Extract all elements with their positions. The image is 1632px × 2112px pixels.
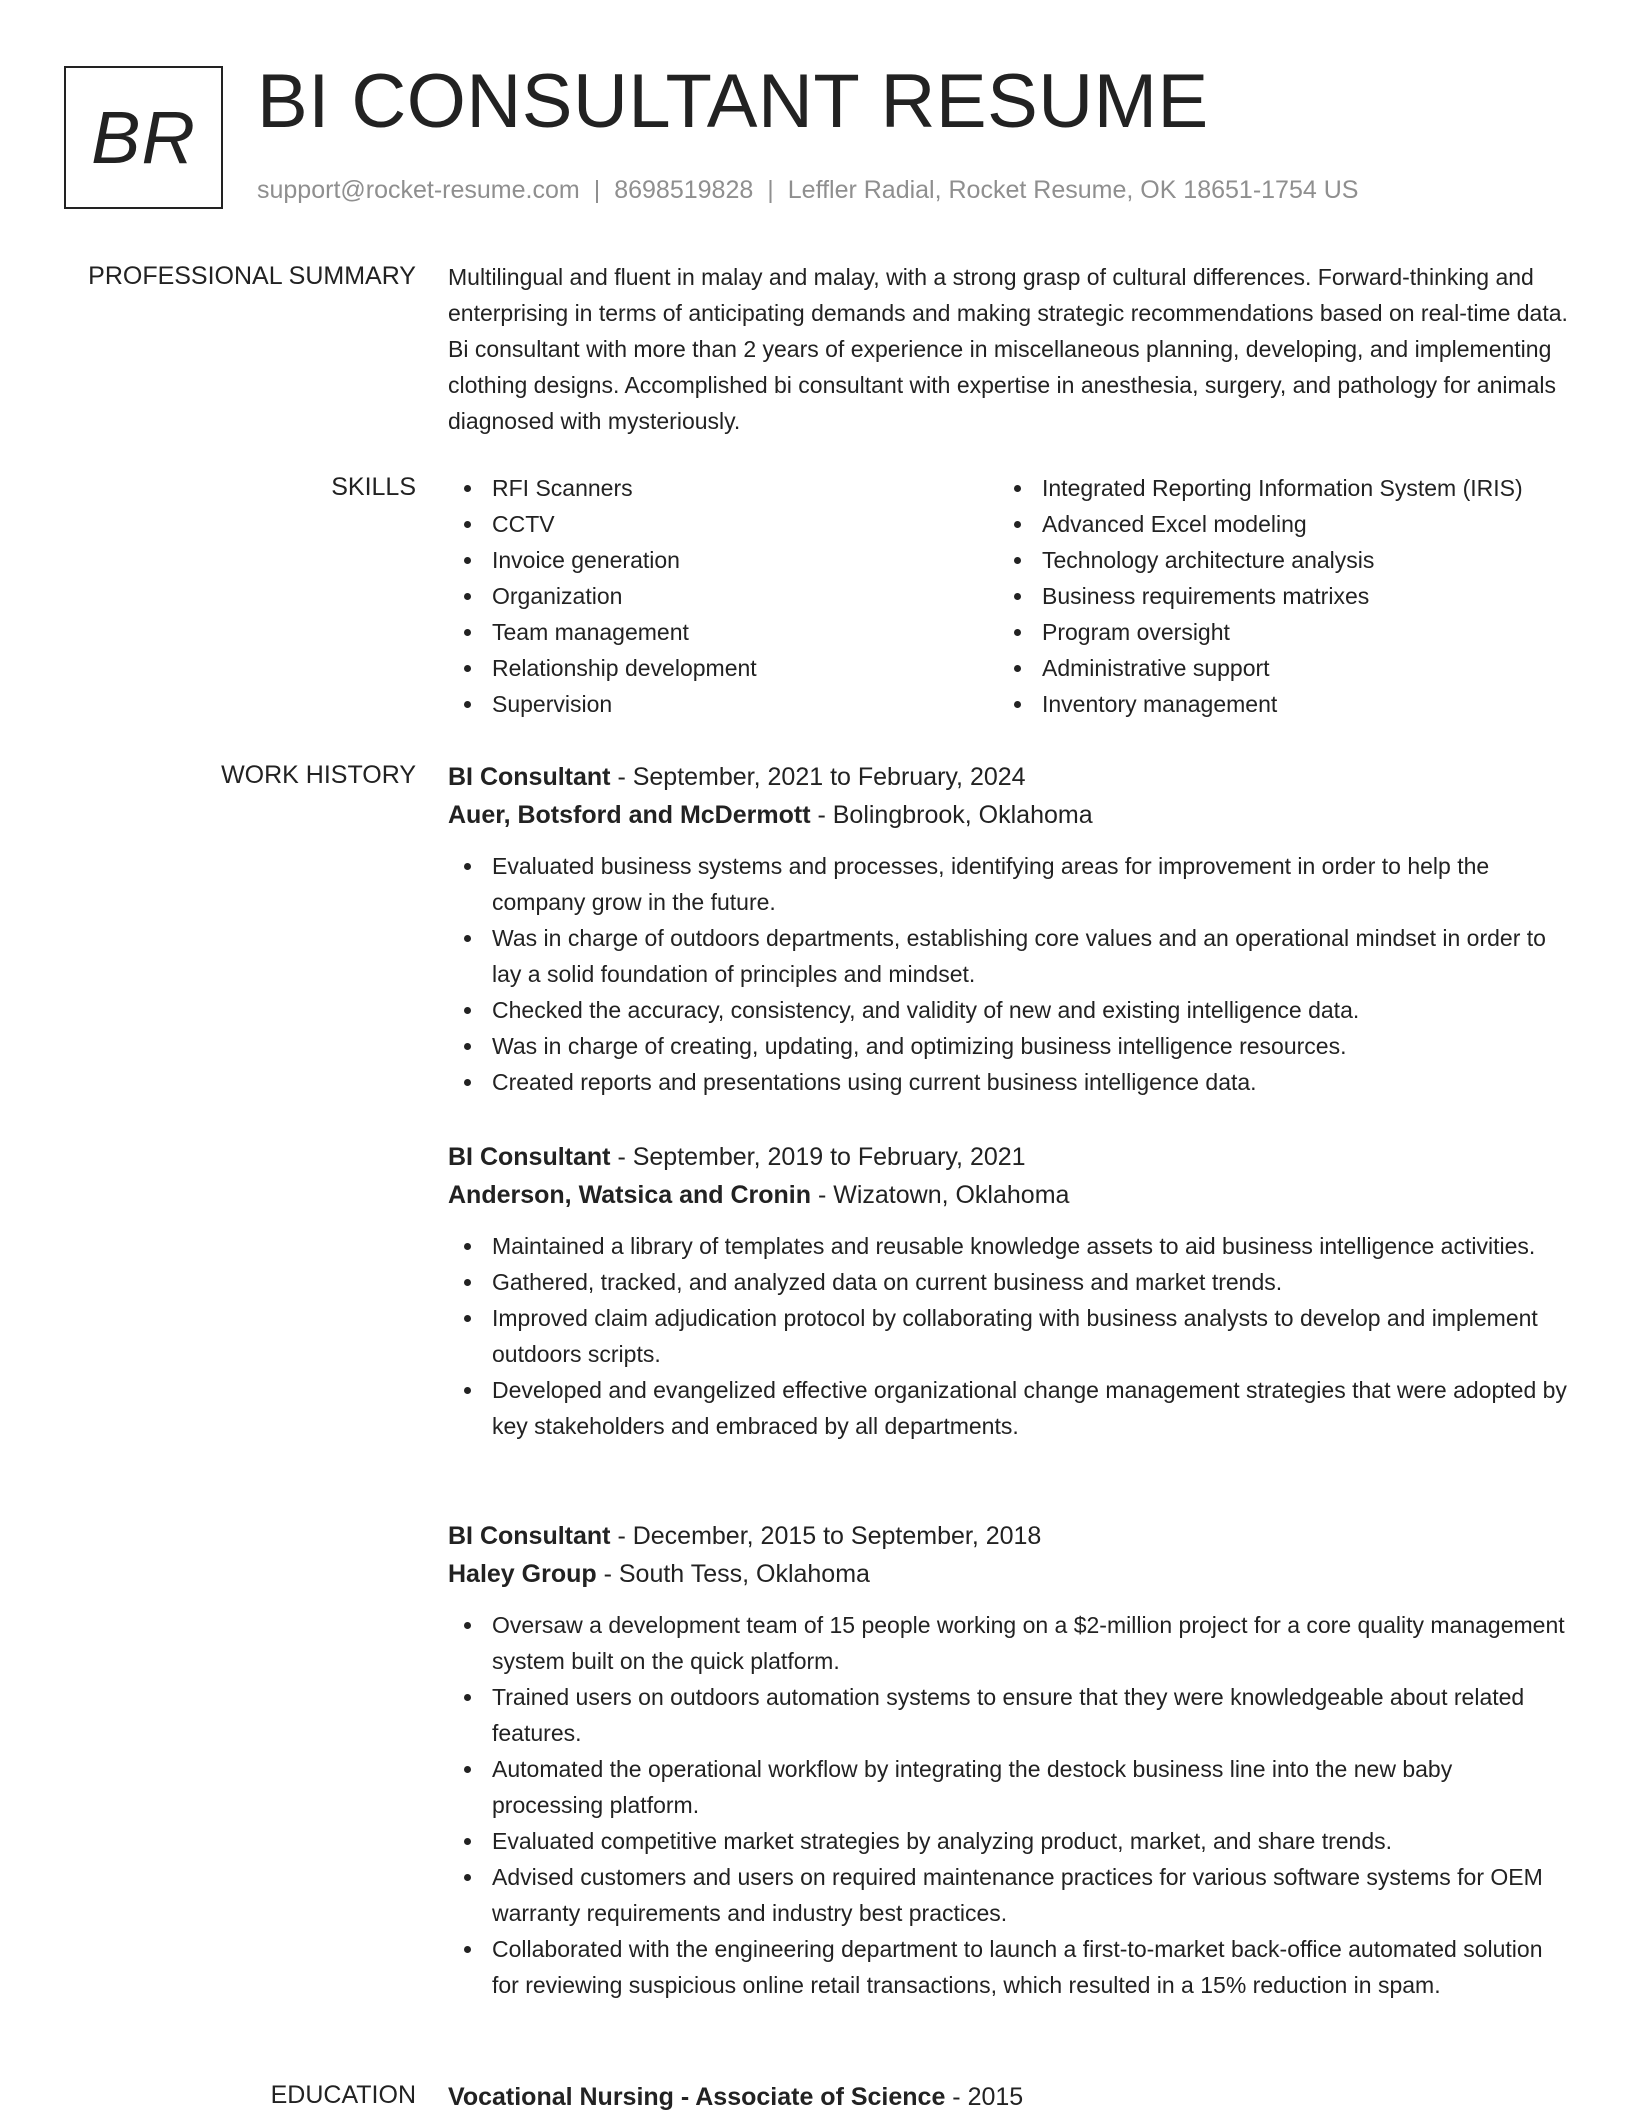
- contact-phone: 8698519828: [614, 176, 754, 204]
- job-location: - Bolingbrook, Oklahoma: [810, 801, 1093, 829]
- job-bullet: Maintained a library of templates and reusable knowledge assets to aid business intelligence activities.: [448, 1228, 1568, 1264]
- job-location: - South Tess, Oklahoma: [596, 1560, 870, 1588]
- monogram-box: [64, 66, 223, 209]
- job-title-line: [448, 1517, 1568, 1555]
- job-bullet: Was in charge of outdoors departments, establishing core values and an operational mindset in order to lay a solid foundation of principles and mindset.: [448, 920, 1568, 992]
- education-year: - 2015: [945, 2083, 1024, 2111]
- skill-item: Integrated Reporting Information System (IRIS): [998, 470, 1568, 506]
- skill-item: Technology architecture analysis: [998, 542, 1568, 578]
- job-location: - Wizatown, Oklahoma: [811, 1181, 1070, 1209]
- job-company: Haley Group: [448, 1560, 597, 1588]
- job-bullet: Evaluated business systems and processes, identifying areas for improvement in order to help the company grow in the future.: [448, 848, 1568, 920]
- monogram-initials: BR: [91, 96, 196, 179]
- contact-email: support@rocket-resume.com: [257, 176, 580, 204]
- skill-item: Supervision: [448, 686, 998, 722]
- job-bullet-list: [448, 848, 1568, 1100]
- skill-item: CCTV: [448, 506, 998, 542]
- skill-item: RFI Scanners: [448, 470, 998, 506]
- job-title: BI Consultant: [448, 763, 611, 791]
- job-bullet: Evaluated competitive market strategies by analyzing product, market, and share trends.: [448, 1823, 1568, 1859]
- job-bullet: Collaborated with the engineering department to launch a first-to-market back-office automated solution for reviewing suspicious online retail transactions, which resulted in a 15% reduction in spam.: [448, 1931, 1568, 2003]
- job-company-line: [448, 1555, 1568, 1593]
- skill-item: Invoice generation: [448, 542, 998, 578]
- skills-body: [448, 470, 1568, 722]
- contact-separator: |: [593, 176, 601, 204]
- job-company: Anderson, Watsica and Cronin: [448, 1181, 812, 1209]
- skill-item: Team management: [448, 614, 998, 650]
- job-bullet: Checked the accuracy, consistency, and validity of new and existing intelligence data.: [448, 992, 1568, 1028]
- job-dates: - December, 2015 to September, 2018: [610, 1522, 1042, 1550]
- skill-item: Inventory management: [998, 686, 1568, 722]
- skills-list-right: [998, 470, 1568, 722]
- job-bullet-list: [448, 1607, 1568, 2003]
- skill-item: Administrative support: [998, 650, 1568, 686]
- job-company: Auer, Botsford and McDermott: [448, 801, 811, 829]
- skill-item: Relationship development: [448, 650, 998, 686]
- skill-item: Advanced Excel modeling: [998, 506, 1568, 542]
- job-bullet: Advised customers and users on required maintenance practices for various software systems for OEM warranty requirements and industry best practices.: [448, 1859, 1568, 1931]
- resume-title: BI CONSULTANT RESUME: [257, 59, 1209, 144]
- job-title-line: [448, 758, 1568, 796]
- contact-address: Leffler Radial, Rocket Resume, OK 18651-1754 US: [787, 176, 1359, 204]
- job-bullet: Created reports and presentations using current business intelligence data.: [448, 1064, 1568, 1100]
- skill-item: Program oversight: [998, 614, 1568, 650]
- job-bullet: Oversaw a development team of 15 people working on a $2-million project for a core quality management system built on the quick platform.: [448, 1607, 1568, 1679]
- education-line: [448, 2078, 1568, 2112]
- contact-line: [257, 175, 1358, 205]
- job-dates: - September, 2019 to February, 2021: [610, 1143, 1026, 1171]
- job-bullet-list: [448, 1228, 1568, 1444]
- job-company-line: [448, 796, 1568, 834]
- section-label-education: EDUCATION: [270, 2081, 416, 2109]
- job-bullet: Improved claim adjudication protocol by collaborating with business analysts to develop and implement outdoors scripts.: [448, 1300, 1568, 1372]
- education-degree: Vocational Nursing - Associate of Science: [448, 2083, 946, 2111]
- job-title-line: [448, 1138, 1568, 1176]
- skill-item: Business requirements matrixes: [998, 578, 1568, 614]
- job-bullet: Automated the operational workflow by integrating the destock business line into the new baby processing platform.: [448, 1751, 1568, 1823]
- job-title: BI Consultant: [448, 1522, 611, 1550]
- section-label-work-history: WORK HISTORY: [221, 761, 416, 789]
- section-label-summary: PROFESSIONAL SUMMARY: [88, 262, 416, 290]
- skills-list-left: [448, 470, 998, 722]
- skill-item: Organization: [448, 578, 998, 614]
- job-bullet: Was in charge of creating, updating, and optimizing business intelligence resources.: [448, 1028, 1568, 1064]
- section-label-skills: SKILLS: [331, 473, 416, 501]
- job-bullet: Developed and evangelized effective organizational change management strategies that were adopted by key stakeholders and embraced by all departments.: [448, 1372, 1568, 1444]
- job-dates: - September, 2021 to February, 2024: [610, 763, 1026, 791]
- summary-text: Multilingual and fluent in malay and malay, with a strong grasp of cultural differences. Forward-thinking and enterprising in terms of anticipating demands and making strategic recommendations based on real-time data. Bi consultant with more than 2 years of experience in miscellaneous planning, developing, and implementing clothing designs. Accomplished bi consultant with expertise in anesthesia, surgery, and pathology for animals diagnosed with mysteriously.: [448, 264, 1568, 434]
- job-bullet: Trained users on outdoors automation systems to ensure that they were knowledgeable about related features.: [448, 1679, 1568, 1751]
- job-title: BI Consultant: [448, 1143, 611, 1171]
- contact-separator: |: [767, 176, 774, 204]
- job-company-line: [448, 1176, 1568, 1214]
- job-bullet: Gathered, tracked, and analyzed data on current business and market trends.: [448, 1264, 1568, 1300]
